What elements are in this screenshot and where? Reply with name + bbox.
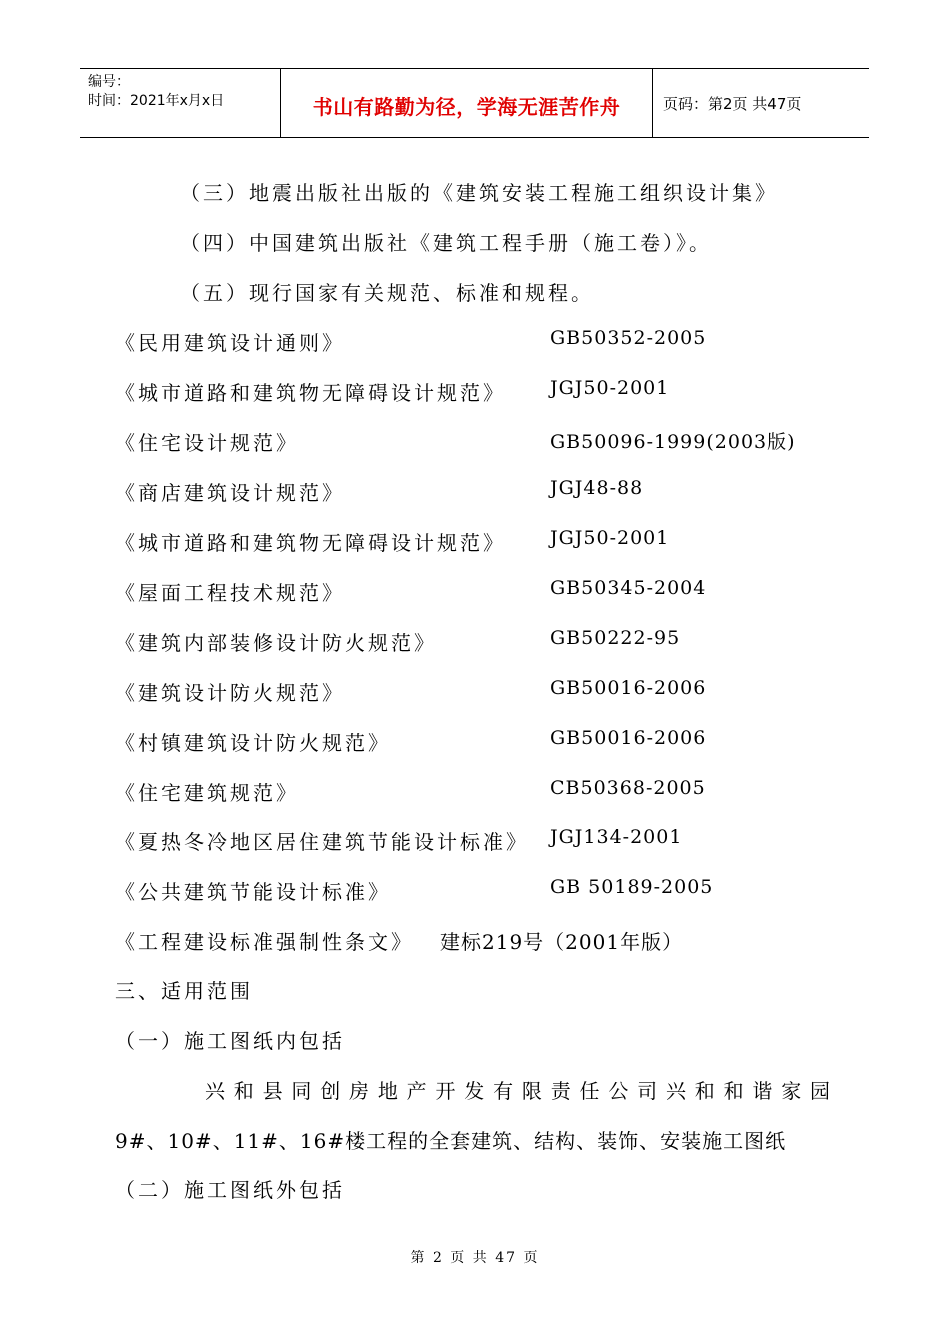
- page-info: 页码：第2页 共47页: [663, 95, 802, 113]
- number-label: 编号：: [88, 74, 130, 90]
- basis-item-5: （五）现行国家有关规范、标准和规程。: [180, 281, 594, 305]
- document-header: [80, 68, 869, 138]
- standard-code: GB 50189-2005: [550, 876, 714, 898]
- standard-code: GB50096-1999(2003版): [550, 431, 796, 453]
- standard-code: JGJ50-2001: [550, 377, 670, 399]
- basis-item-3: （三）地震出版社出版的《建筑安装工程施工组织设计集》: [180, 181, 778, 205]
- section-3-title: 三、适用范围: [115, 979, 253, 1003]
- standard-code: GB50345-2004: [550, 577, 707, 599]
- standard-name: 《建筑内部装修设计防火规范》: [115, 631, 437, 655]
- motto: 书山有路勤为径，学海无涯苦作舟: [312, 95, 621, 119]
- section-3-sub-2: （二）施工图纸外包括: [115, 1178, 345, 1202]
- standard-name: 《夏热冬冷地区居住建筑节能设计标准》: [115, 830, 529, 854]
- scope-paragraph-line-2: 9#、10#、11#、16#楼工程的全套建筑、结构、装饰、安装施工图纸: [115, 1129, 787, 1153]
- standard-code: GB50222-95: [550, 627, 681, 649]
- standard-name: 《城市道路和建筑物无障碍设计规范》: [115, 381, 506, 405]
- mandatory-provisions-name: 《工程建设标准强制性条文》: [115, 930, 414, 954]
- mandatory-provisions-code: 建标219号（2001年版）: [440, 930, 684, 954]
- standard-code: JGJ48-88: [550, 477, 644, 499]
- page-footer: 第 2 页 共 47 页: [410, 1250, 540, 1266]
- standard-name: 《建筑设计防火规范》: [115, 681, 345, 705]
- standard-name: 《民用建筑设计通则》: [115, 331, 345, 355]
- standard-name: 《商店建筑设计规范》: [115, 481, 345, 505]
- standard-code: JGJ50-2001: [550, 527, 670, 549]
- header-motto-cell: [281, 69, 653, 137]
- standard-code: CB50368-2005: [550, 777, 706, 799]
- standard-name: 《村镇建筑设计防火规范》: [115, 731, 391, 755]
- standard-name: 《公共建筑节能设计标准》: [115, 880, 391, 904]
- standard-name: 《住宅建筑规范》: [115, 781, 299, 805]
- header-meta: [80, 69, 281, 137]
- time-label: 时间：2021年x月x日: [88, 93, 225, 109]
- standard-code: GB50016-2006: [550, 727, 707, 749]
- scope-paragraph-line-1: 兴和县同创房地产开发有限责任公司兴和和谐家园: [205, 1079, 830, 1103]
- standard-name: 《城市道路和建筑物无障碍设计规范》: [115, 531, 506, 555]
- standard-name: 《住宅设计规范》: [115, 431, 299, 455]
- basis-item-4: （四）中国建筑出版社《建筑工程手册（施工卷）》。: [180, 231, 712, 255]
- standard-code: GB50016-2006: [550, 677, 707, 699]
- standard-name: 《屋面工程技术规范》: [115, 581, 345, 605]
- standard-code: JGJ134-2001: [550, 826, 683, 848]
- standard-code: GB50352-2005: [550, 327, 707, 349]
- section-3-sub-1: （一）施工图纸内包括: [115, 1029, 345, 1053]
